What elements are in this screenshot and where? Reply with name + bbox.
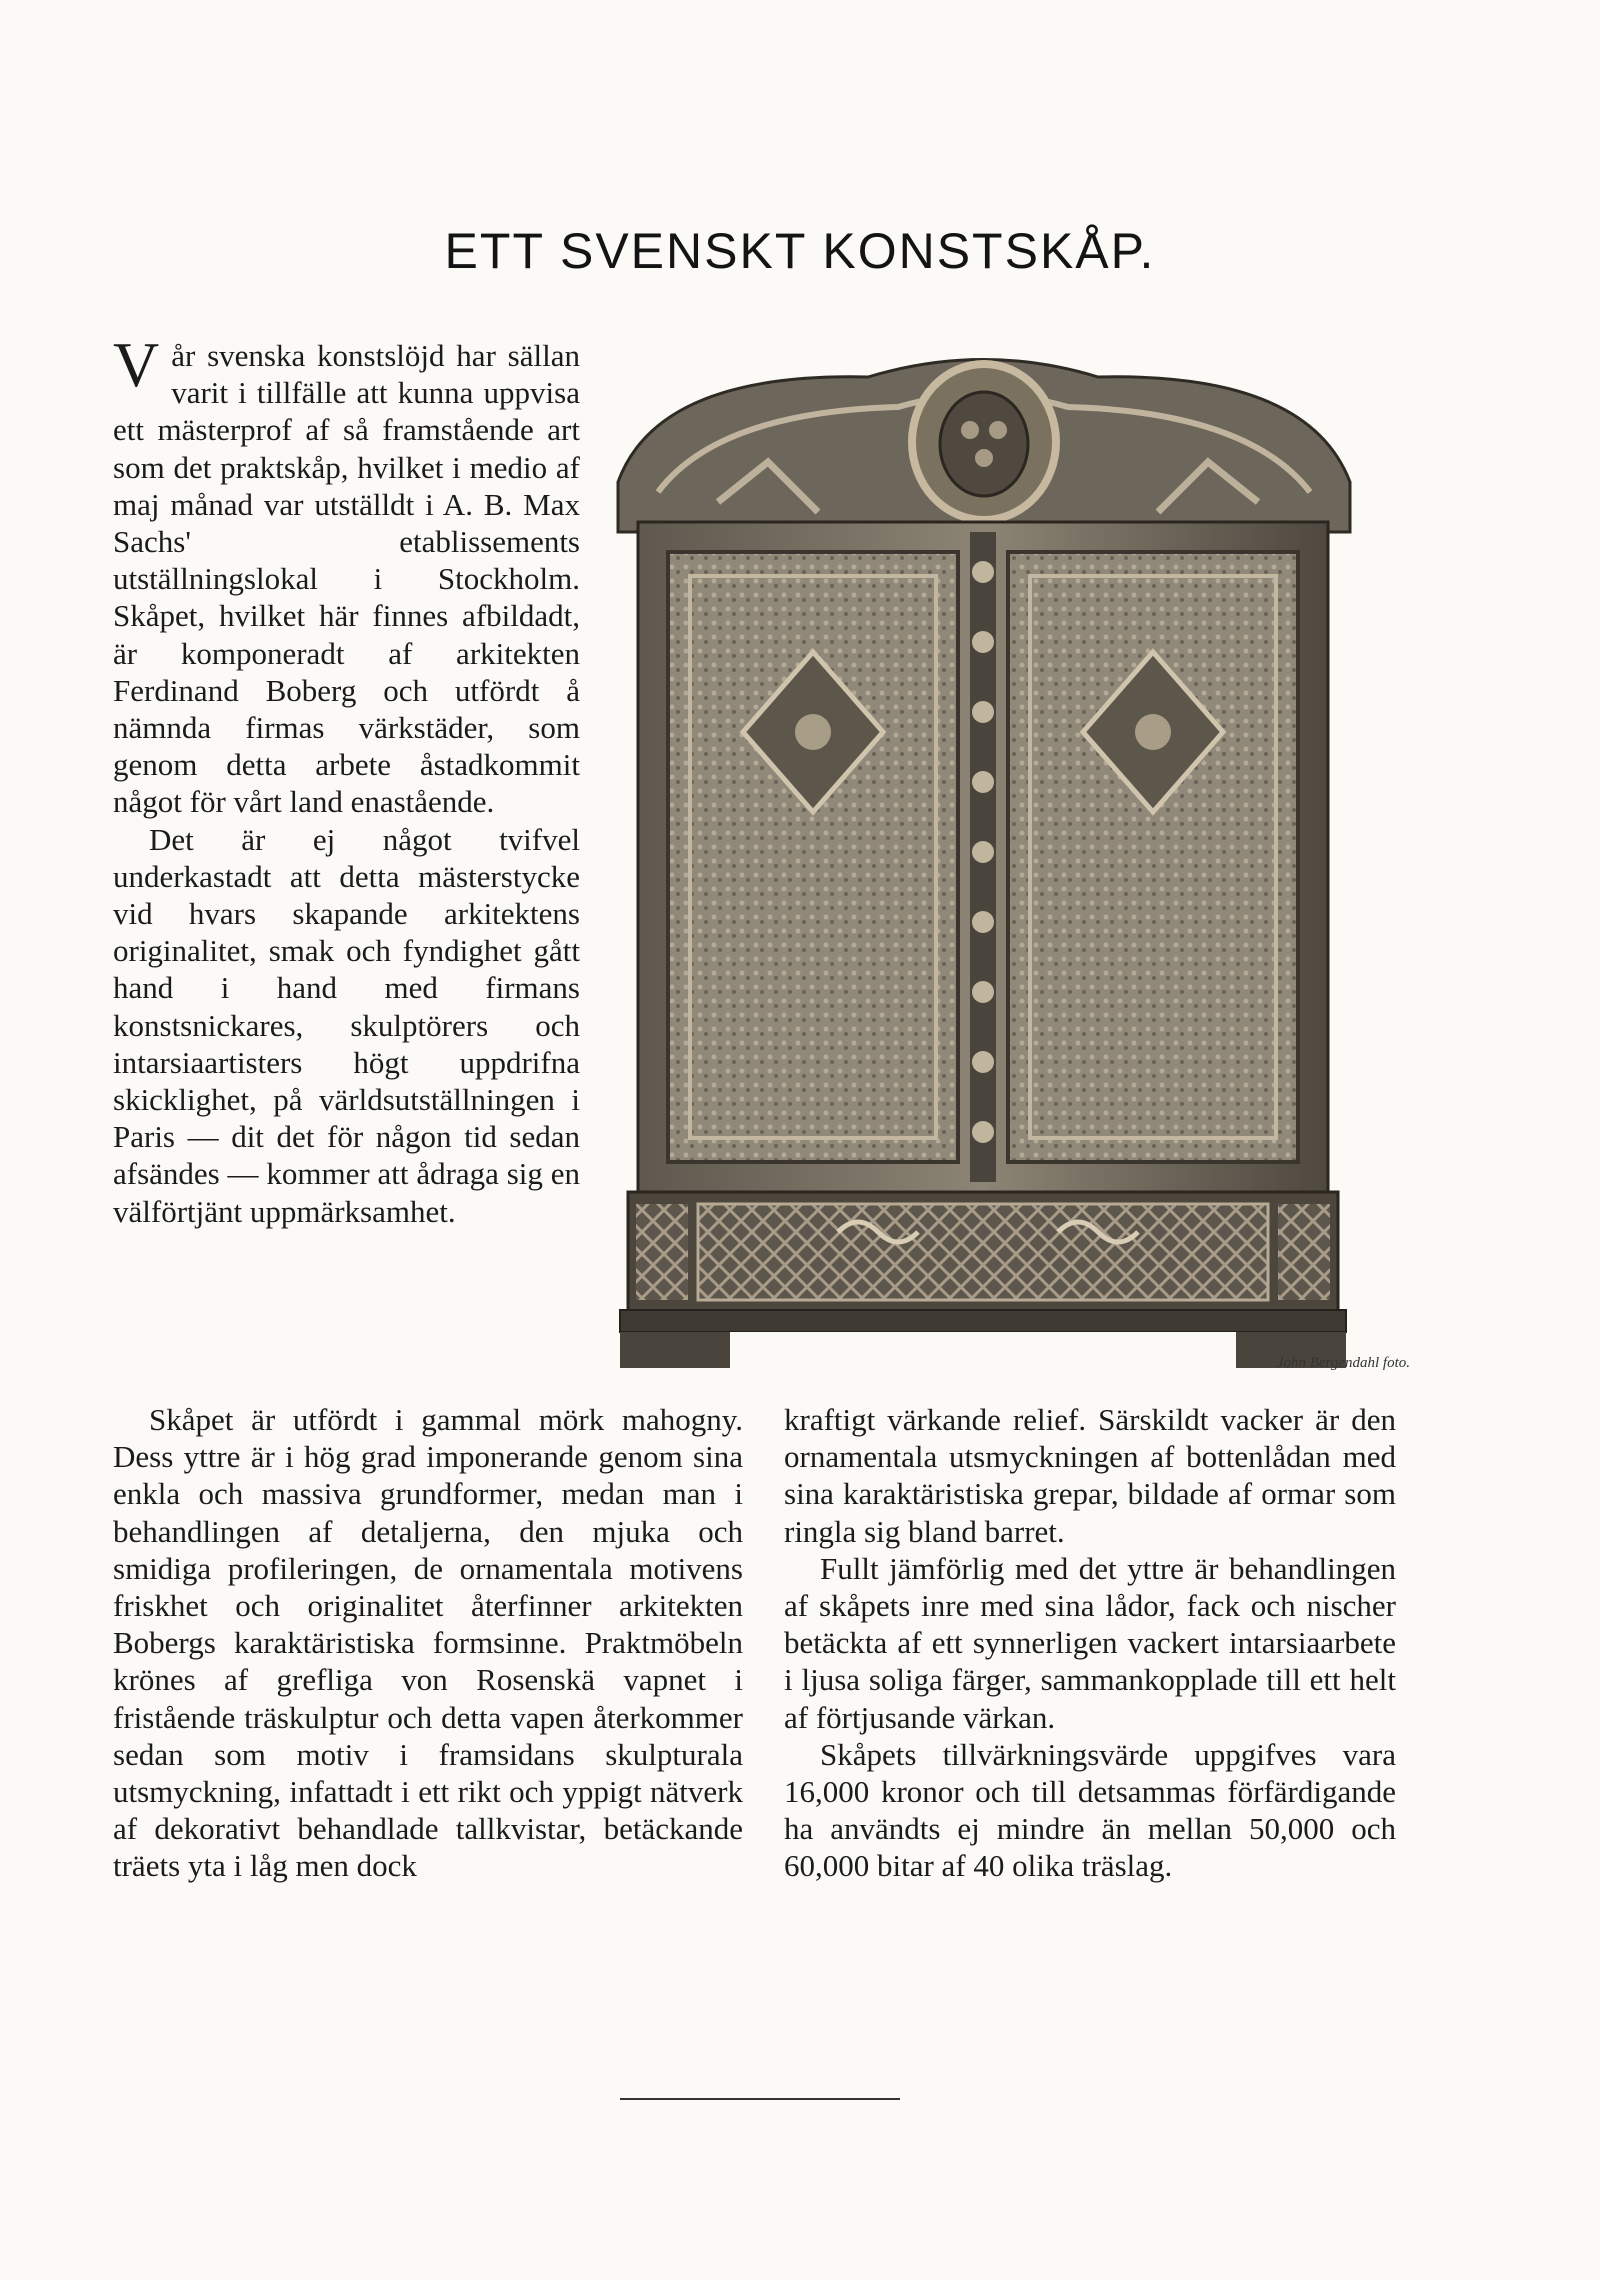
paragraph: Skåpets tillvärkningsvärde uppgifves vara 16,000 kronor och till detsammas förfärdigande ha användts ej mindre än mellan 50,000 och 60,000 bitar af 40 olika träslag. <box>784 1736 1396 1884</box>
text-column-2 <box>113 1401 743 1885</box>
paragraph: Skåpet är utfördt i gammal mörk mahogny. Dess yttre är i hög grad imponerande genom sina enkla och massiva grundformer, medan man i behandlingen af detaljerna, den mjuka och smidiga profileringen, de ornamentala motivens friskhet och originalitet återfinner arkitekten Bobergs karaktäristiska formsinne. Praktmöbeln krönes af grefliga von Rosenskä vapnet i fristående träskulptur och detta vapen återkommer sedan som motiv i framsidans skulpturala utsmyckning, infattadt i ett rikt och yppigt nätverk af dekorativt behandlade tallkvistar, betäckande träets yta i låg men dock <box>113 1402 743 1884</box>
photo-credit: John Bergendahl foto. <box>1276 1355 1410 1371</box>
paragraph <box>113 329 580 821</box>
text-column-1 <box>113 329 580 1230</box>
paragraph: Det är ej något tvifvel underkastadt att detta mästerstycke vid hvars skapande arkitektens originalitet, smak och fyndighet gått hand i hand med firmans konstsnickares, skulptörers och intarsiaartisters högt uppdrifna skicklighet, på världsutställningen i Paris — dit det för någon tid sedan afsändes — kommer att ådraga sig en välförtjänt uppmärksamhet. <box>113 821 580 1229</box>
paragraph: kraftigt värkande relief. Särskildt vacker är den ornamentala utsmyckningen af bottenlådan med sina karaktäristiska grepar, bildade af ormar som ringla sig bland barret. <box>784 1402 1396 1549</box>
section-rule <box>620 2098 900 2100</box>
text-column-3 <box>784 1401 1396 1885</box>
cabinet-photo <box>598 352 1370 1368</box>
article-title: ETT SVENSKT KONSTSKÅP. <box>444 223 1156 279</box>
paragraph: Fullt jämförlig med det yttre är behandlingen af skåpets inre med sina lådor, fack och nischer betäckta af ett synnerligen vackert intarsiaarbete i ljusa soliga färger, sammankopplade till ett helt af förtjusande värkan. <box>784 1550 1396 1735</box>
paragraph-text: år svenska konstslöjd har sällan varit i tillfälle att kunna uppvisa ett mästerprof af så framstående art som det praktskåp, hvilket i medio af maj månad var utställdt i A. B. Max Sachs' etablissements utställningslokal i Stockholm. Skåpet, hvilket här finnes afbildadt, är komponeradt af arkitekten Ferdinand Boberg och utfördt å nämnda firmas värkstäder, som genom detta arbete åstadkommit något för vårt land enastående. <box>113 338 580 820</box>
drop-cap: V <box>113 329 160 400</box>
